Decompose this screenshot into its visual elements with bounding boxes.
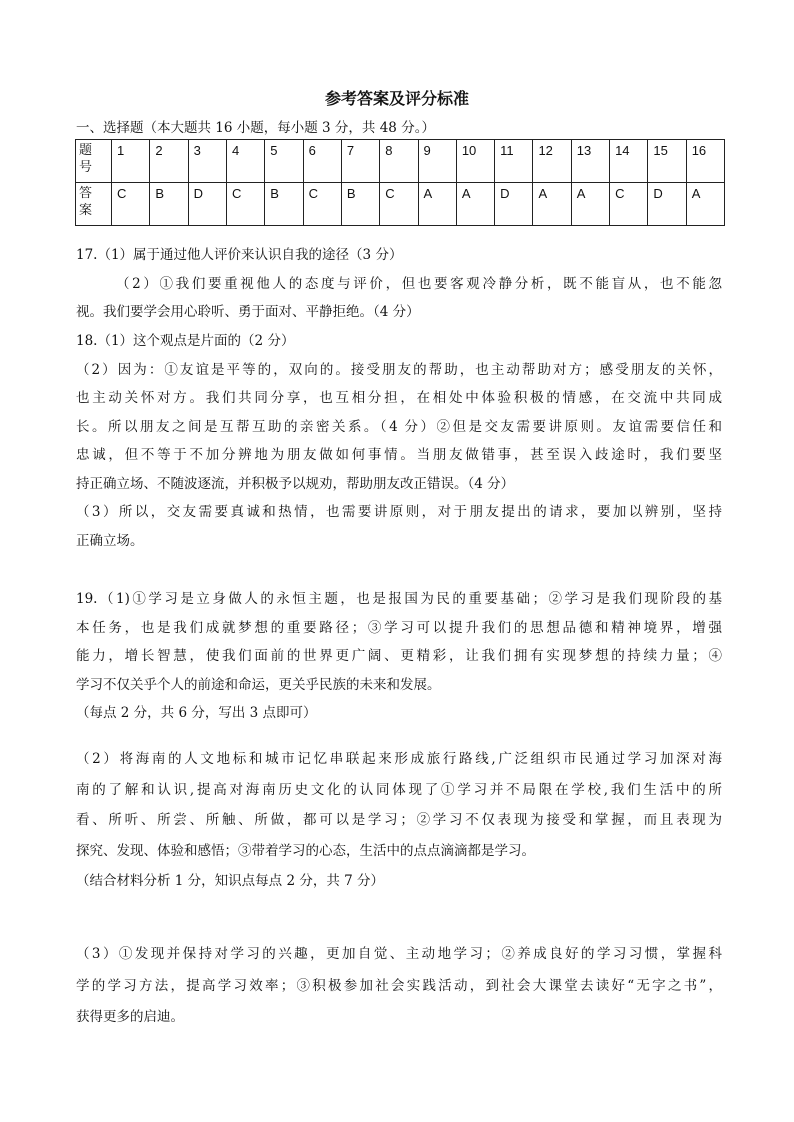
text-line: 本任务，也是我们成就梦想的重要路径；③学习可以提升我们的思想品德和精神境界，增强: [76, 619, 722, 636]
answer-cell: A: [571, 183, 609, 226]
answer-cell: C: [303, 183, 341, 226]
table-header-cell: 题 号: [76, 140, 112, 183]
text-line: 南的了解和认识,提高对海南历史文化的认同体现了①学习并不局限在学校,我们生活中的所: [76, 781, 722, 798]
question-number: 8: [380, 140, 418, 183]
question-number: 7: [341, 140, 379, 183]
text-line: 长。所以朋友之间是互帮互助的亲密关系。（4 分）②但是交友需要讲原则。友谊需要信任和: [76, 418, 722, 435]
answer-cell: B: [150, 183, 188, 226]
question-19-part-1: [76, 585, 722, 728]
answer-cell: C: [610, 183, 648, 226]
answer-cell: B: [341, 183, 379, 226]
text-line: 探究、发现、体验和感悟；③带着学习的心态，生活中的点点滴滴都是学习。: [76, 842, 535, 859]
text-line: （结合材料分析 1 分，知识点每点 2 分，共 7 分）: [76, 873, 385, 889]
text-line: 也主动关怀对方。我们共同分享，也互相分担，在相处中体验积极的情感，在交流中共同成: [76, 390, 722, 406]
question-number: 12: [533, 140, 571, 183]
question-number: 14: [610, 140, 648, 183]
answer-cell: A: [533, 183, 571, 226]
text-line: 忠诚，但不等于不加分辨地为朋友做如何事情。当朋友做错事，甚至误入歧途时，我们要坚: [76, 447, 722, 463]
question-17: [76, 241, 722, 327]
answer-table: [75, 139, 725, 226]
answer-cell: C: [380, 183, 418, 226]
answer-cell: D: [648, 183, 686, 226]
question-number: 11: [495, 140, 533, 183]
text-line: 17.（1）属于通过他人评价来认识自我的途径（3 分）: [76, 247, 403, 263]
answer-cell: C: [112, 183, 150, 226]
table-header-cell: 答 案: [76, 183, 112, 226]
text-line: 19.（1)①学习是立身做人的永恒主题，也是报国为民的重要基础；②学习是我们现阶段的基: [76, 591, 722, 607]
question-19-part-3: [76, 939, 722, 1034]
text-line: 能力，增长智慧，使我们面前的世界更广阔、更精彩，让我们拥有实现梦想的持续力量；④: [76, 648, 722, 664]
text-line: 18.（1）这个观点是片面的（2 分）: [76, 333, 295, 349]
answer-cell: B: [265, 183, 303, 226]
question-number: 9: [418, 140, 456, 183]
question-number: 4: [226, 140, 264, 183]
question-number: 5: [265, 140, 303, 183]
section-heading-choice: 一、选择题（本大题共 16 小题，每小题 3 分，共 48 分。）: [76, 120, 435, 136]
question-number: 13: [571, 140, 609, 183]
answer-cell: A: [456, 183, 494, 226]
question-number: 6: [303, 140, 341, 183]
text-line: （2）将海南的人文地标和城市记忆串联起来形成旅行路线,广泛组织市民通过学习加深对海: [76, 751, 722, 767]
question-number: 15: [648, 140, 686, 183]
text-line: 看、所听、所尝、所触、所做，都可以是学习；②学习不仅表现为接受和掌握，而且表现为: [76, 812, 722, 828]
text-line: 学的学习方法，提高学习效率；③积极参加社会实践活动，到社会大课堂去读好“无字之书”，: [76, 977, 722, 994]
text-line: （2）①我们要重视他人的态度与评价，但也要客观冷静分析，既不能盲从，也不能忽: [116, 275, 722, 292]
text-line: （3）①发现并保持对学习的兴趣，更加自觉、主动地学习；②养成良好的学习习惯，掌握科: [76, 946, 722, 962]
table-row-numbers: [76, 140, 725, 183]
text-line: （2）因为：①友谊是平等的，双向的。接受朋友的帮助，也主动帮助对方；感受朋友的关怀，: [76, 361, 722, 378]
text-line: 视。我们要学会用心聆听、勇于面对、平静拒绝。（4 分）: [76, 304, 420, 320]
text-line: 持正确立场、不随波逐流，并积极予以规劝，帮助朋友改正错误。（4 分）: [76, 475, 515, 492]
text-line: 学习不仅关乎个人的前途和命运，更关乎民族的未来和发展。: [76, 676, 441, 693]
answer-cell: C: [226, 183, 264, 226]
text-line: （3）所以，交友需要真诚和热情，也需要讲原则，对于朋友提出的请求，要加以辨别，坚持: [76, 504, 722, 520]
question-number: 1: [112, 140, 150, 183]
text-line: 获得更多的启迪。: [76, 1009, 184, 1025]
answer-cell: D: [188, 183, 226, 226]
answer-cell: A: [418, 183, 456, 226]
page-title: 参考答案及评分标准: [324, 89, 469, 108]
question-19-part-2: [76, 744, 722, 897]
question-18: [76, 327, 722, 555]
text-line: 正确立场。: [76, 532, 144, 549]
table-row-answers: [76, 183, 725, 226]
answer-cell: D: [495, 183, 533, 226]
answer-cell: A: [686, 183, 724, 226]
question-number: 3: [188, 140, 226, 183]
question-number: 2: [150, 140, 188, 183]
question-number: 16: [686, 140, 724, 183]
question-number: 10: [456, 140, 494, 183]
text-line: （每点 2 分，共 6 分，写出 3 点即可）: [76, 705, 317, 721]
